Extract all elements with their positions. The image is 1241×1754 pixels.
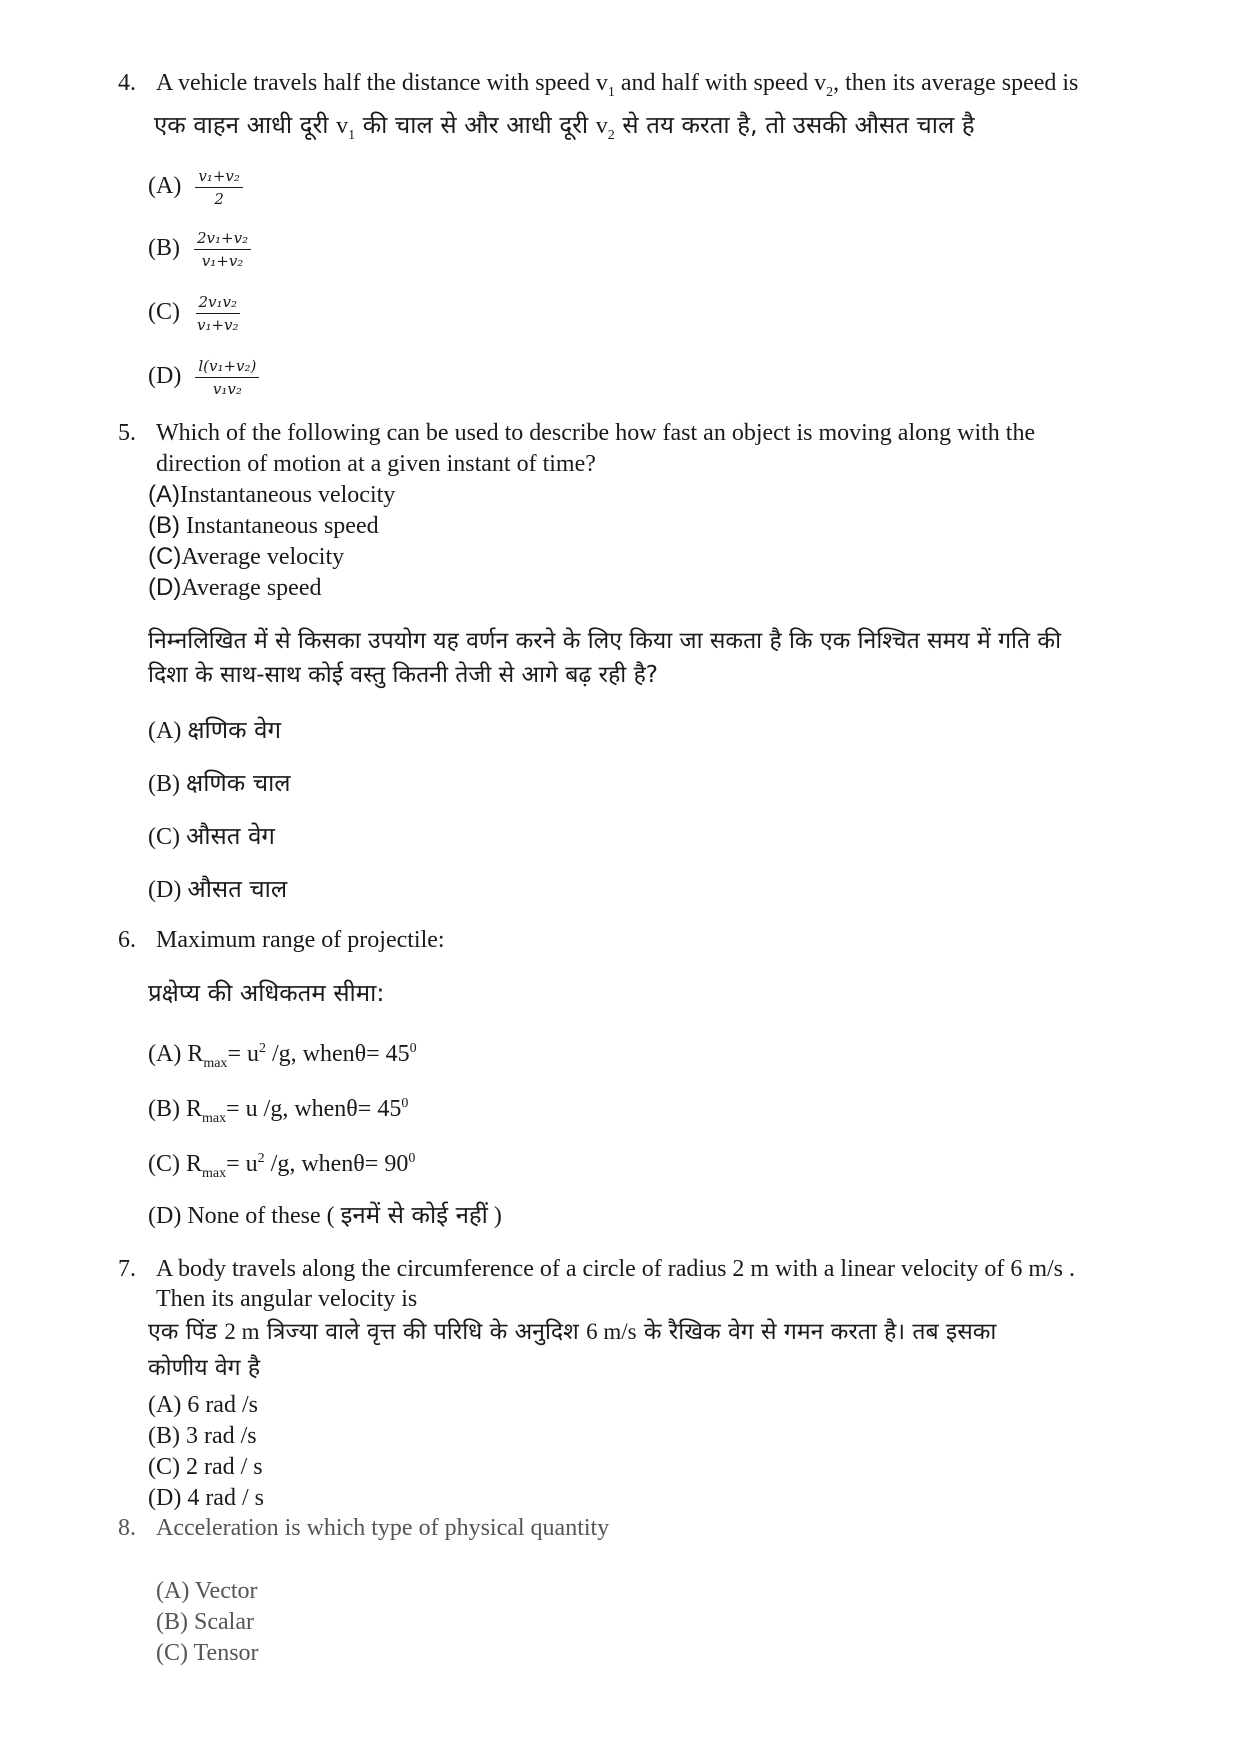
q5-hi-option-d: (D) औसत चाल [148,875,288,903]
fraction: $\frac{\text{l(v₁+v₂)}}{\text{v₁v₂}}$ [195,356,259,399]
question-5-text-en-line1: Which of the following can be used to describe how fast an object is moving along with the [156,420,1036,446]
question-7-text-en-line1: A body travels along the circumference of a circle of radius 2 m with a linear velocity of 6 m/s . [156,1256,1076,1282]
question-5-number: 5. [118,420,136,446]
q5-hi-option-a: (A) क्षणिक वेग [148,716,282,744]
question-7-number: 7. [118,1256,136,1282]
q4-option-b: (B) $\frac{\text{2v₁+v₂}}{\text{v₁+v₂}}$ [148,228,251,271]
question-7-text-en-line2: Then its angular velocity is [156,1286,418,1312]
q5-hi-option-c: (C) औसत वेग [148,822,275,850]
q5-en-option-d: (D)Average speed [148,574,322,601]
q8-option-b: (B) Scalar [156,1609,254,1635]
fraction: $\frac{\text{2v₁v₂}}{\text{v₁+v₂}}$ [197,293,239,334]
q6-option-b: (B) $R_{max}= u$ /g, whenθ= $45^0$ [148,1096,409,1126]
q5-hi-option-b: (B) क्षणिक चाल [148,769,291,797]
question-5-text-hi-line1: निम्नलिखित में से किसका उपयोग यह वर्णन करने के लिए किया जा सकता है कि एक निश्चित समय में गति की [148,628,1062,654]
q7-option-d: (D) 4 rad / s [148,1485,264,1511]
q5-en-option-c: (C)Average velocity [148,543,345,570]
q8-option-a: (A) Vector [156,1578,258,1604]
question-7-text-hi-line1: एक पिंड 2 m त्रिज्या वाले वृत्त की परिधि के अनुदिश 6 m/s के रैखिक वेग से गमन करता है। तब इसका [148,1319,997,1345]
question-5-text-en-line2: direction of motion at a given instant of time? [156,451,596,477]
q5-en-option-a: (A)Instantaneous velocity [148,481,396,508]
question-6-number: 6. [118,927,136,953]
q6-option-d: (D) None of these ( इनमें से कोई नहीं ) [148,1201,502,1229]
question-6-text-hi: प्रक्षेप्य की अधिकतम सीमा: [148,979,385,1007]
q7-option-c: (C) 2 rad / s [148,1454,263,1480]
fraction: $\frac{\text{2v₁+v₂}}{\text{v₁+v₂}}$ [194,228,251,271]
question-8-number: 8. [118,1515,136,1541]
q8-option-c: (C) Tensor [156,1640,259,1666]
q7-option-b: (B) 3 rad /s [148,1423,257,1449]
question-4-number: 4. [118,70,136,96]
question-5-text-hi-line2: दिशा के साथ-साथ कोई वस्तु कितनी तेजी से आगे बढ़ रही है? [148,662,658,688]
fraction: $\frac{\text{v₁+v₂}}{2}$ [195,166,243,209]
q6-option-c: (C) $R_{max}= u^2$ /g, whenθ= $90^0$ [148,1151,416,1181]
question-4-text-en: A vehicle travels half the distance with speed $v_1$ and half with speed $v_2$, then its average speed is [156,70,1079,100]
question-7-text-hi-line2: कोणीय वेग है [148,1355,261,1381]
q4-option-d: (D) $\frac{\text{l(v₁+v₂)}}{\text{v₁v₂}}$ [148,356,259,399]
question-4-text-hi: एक वाहन आधी दूरी $v_1$ की चाल से और आधी दूरी $v_2$ से तय करता है, तो उसकी औसत चाल है [154,111,975,143]
q6-option-a: (A) $R_{max}= u^2$ /g, whenθ= $45^0$ [148,1041,417,1071]
question-6-text-en: Maximum range of projectile: [156,927,445,953]
q7-option-a: (A) 6 rad /s [148,1392,258,1418]
q4-option-c: (C) $\frac{\text{2v₁v₂}}{\text{v₁+v₂}}$ [148,292,242,335]
q5-en-option-b: (B) Instantaneous speed [148,512,379,539]
q4-option-a: (A) $\frac{\text{v₁+v₂}}{2}$ [148,166,243,209]
question-8-text-en: Acceleration is which type of physical quantity [156,1515,610,1541]
